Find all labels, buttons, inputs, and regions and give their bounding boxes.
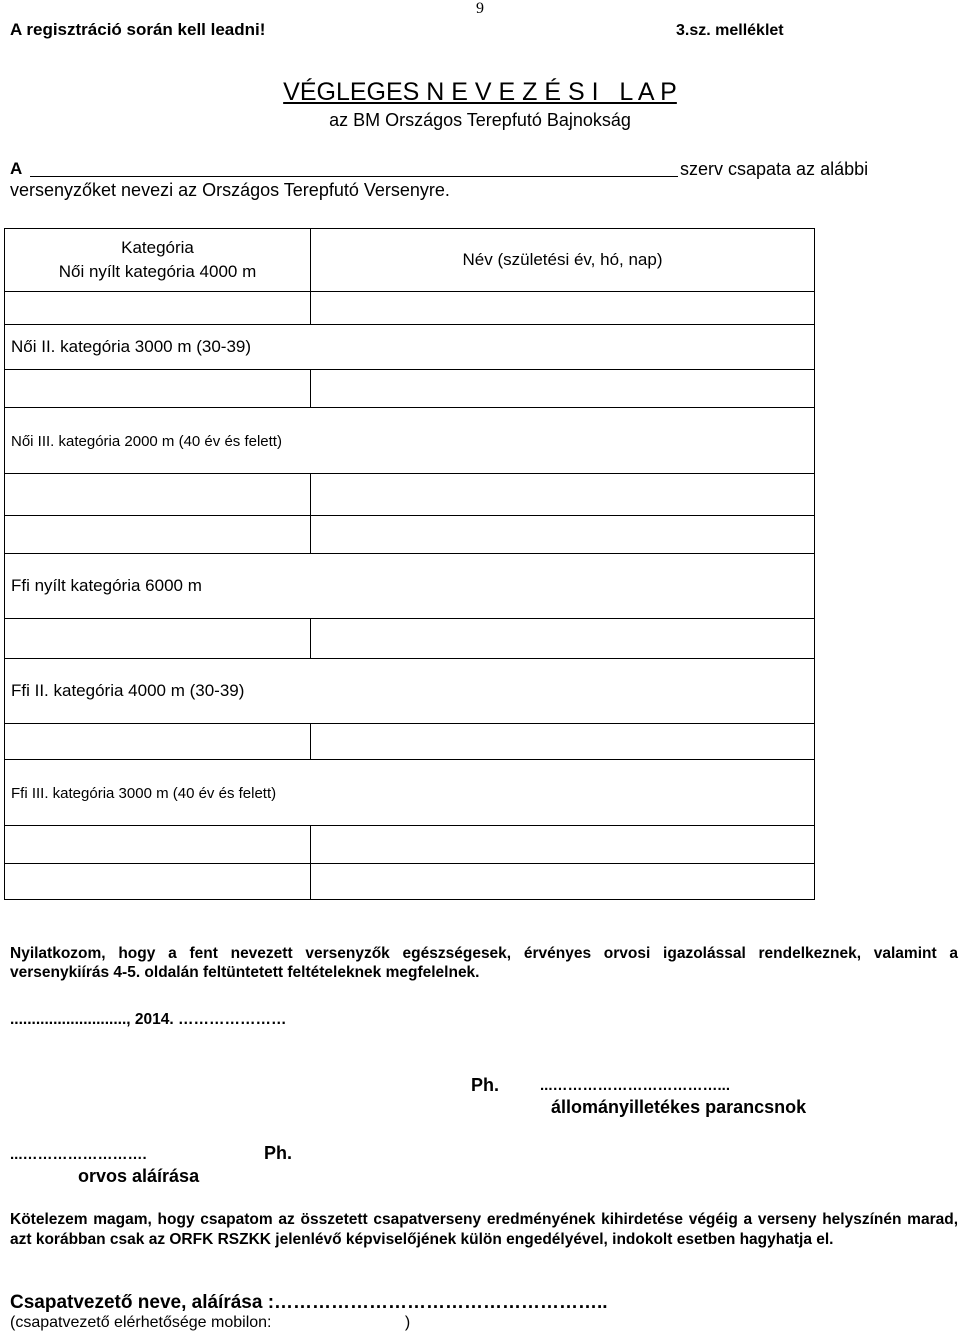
stamp-label-commander: Ph.: [471, 1075, 500, 1095]
category-label: Női III. kategória 2000 m (40 év és felett): [11, 432, 282, 450]
name-cell[interactable]: [5, 826, 311, 864]
team-leader-signature[interactable]: Csapatvezető neve, aláírása :……………………………………………..: [10, 1292, 608, 1313]
category-row: [5, 760, 815, 826]
name-cell[interactable]: [5, 724, 311, 760]
category-header: Kategória: [121, 238, 194, 257]
name-cell[interactable]: [5, 370, 311, 408]
registration-note: A regisztráció során kell leadni!: [10, 20, 266, 39]
entry-table: [4, 228, 815, 900]
category-row: [5, 408, 815, 474]
page-title: VÉGLEGES N E V E Z É S I L A P: [283, 78, 677, 106]
page-subtitle: az BM Országos Terepfutó Bajnokság: [329, 110, 631, 130]
name-cell[interactable]: [311, 292, 815, 325]
name-cell[interactable]: [5, 619, 311, 659]
category-label: Ffi nyílt kategória 6000 m: [11, 576, 202, 595]
intro-prefix: A: [10, 159, 23, 178]
name-header-cell: [311, 229, 815, 292]
intro-line2: versenyzőket nevezi az Országos Terepfutó Versenyre.: [10, 180, 450, 200]
name-cell[interactable]: [5, 474, 311, 516]
category-row: [5, 659, 815, 724]
annex-label: 3.sz. melléklet: [676, 22, 784, 39]
category-label: Női II. kategória 3000 m (30-39): [11, 337, 252, 356]
category-label: Női nyílt kategória 4000 m: [58, 262, 257, 281]
name-header: Név (születési év, hó, nap): [462, 250, 663, 269]
date-line: ..........................., 2014. …………………: [10, 1011, 287, 1028]
name-cell[interactable]: [311, 724, 815, 760]
health-declaration: Nyilatkozom, hogy a fent nevezett versenyzők egészségesek, érvényes orvosi igazolással rendelkeznek, valamint a versenykiírás 4-5. oldalán feltüntetett feltételeknek megfelelnek.: [10, 945, 958, 981]
category-label: Ffi III. kategória 3000 m (40 év és felett): [11, 784, 277, 802]
name-cell[interactable]: [311, 826, 815, 864]
doctor-signature-line[interactable]: ...…………………….: [10, 1146, 147, 1163]
page-number: 9: [476, 0, 484, 17]
name-cell[interactable]: [5, 864, 311, 900]
commander-signature-line[interactable]: ...……………………………...: [540, 1077, 731, 1094]
stamp-label-doctor: Ph.: [264, 1143, 293, 1163]
category-row: [5, 554, 815, 619]
category-row: [5, 325, 815, 370]
category-label: Ffi II. kategória 4000 m (30-39): [11, 681, 245, 700]
intro-suffix: szerv csapata az alábbi: [680, 159, 869, 179]
category-header-cell: [5, 229, 311, 292]
doctor-label: orvos aláírása: [78, 1166, 200, 1186]
name-cell[interactable]: [5, 516, 311, 554]
name-cell[interactable]: [311, 516, 815, 554]
name-cell[interactable]: [311, 619, 815, 659]
name-cell[interactable]: [311, 370, 815, 408]
team-leader-mobile[interactable]: (csapatvezető elérhetősége mobilon: ): [10, 1314, 411, 1331]
name-cell[interactable]: [311, 474, 815, 516]
organization-blank-line[interactable]: [30, 176, 678, 177]
name-cell[interactable]: [5, 292, 311, 325]
commitment-statement: Kötelezem magam, hogy csapatom az összetett csapatverseny eredményének kihirdetése végéig a verseny helyszínén marad, azt korábban csak az ORFK RSZKK jelenlévő képviselőjének külön engedélyével, indokolt esetben hagyhatja el.: [10, 1211, 958, 1248]
commander-label: állományilletékes parancsnok: [551, 1097, 807, 1117]
name-cell[interactable]: [311, 864, 815, 900]
